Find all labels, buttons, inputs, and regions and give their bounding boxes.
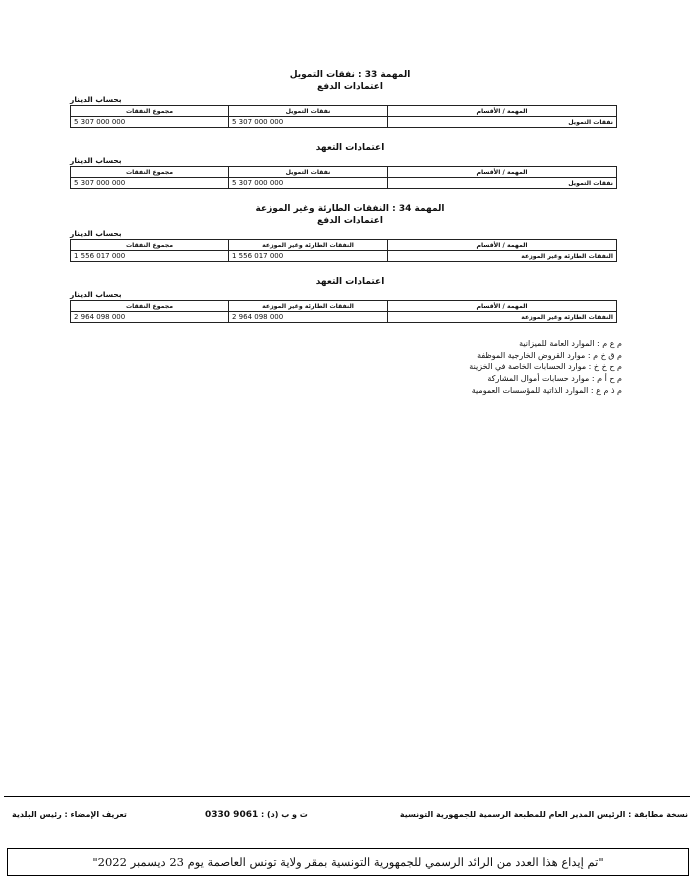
unit-label: بحساب الدينار xyxy=(70,229,122,238)
header-cell: المهمة / الأقسام xyxy=(388,301,617,312)
abbreviations-legend xyxy=(0,338,622,397)
signature-label: تعريف الإمضاء : رئيس البلدية xyxy=(12,810,127,819)
mission-34-payment-table xyxy=(70,239,617,262)
table-header-row xyxy=(71,240,617,251)
table-row xyxy=(71,178,617,189)
row-label: النفقات الطارئة وغير الموزعة xyxy=(388,251,617,262)
table-row xyxy=(71,117,617,128)
row-total: 1 556 017 000 xyxy=(71,251,229,262)
footer-divider xyxy=(4,796,690,797)
row-value: 2 964 098 000 xyxy=(229,312,388,323)
row-value: 1 556 017 000 xyxy=(229,251,388,262)
mission-33-commitment-subtitle: اعتمادات التعهد xyxy=(315,143,385,153)
certified-copy-label: نسخة مطابقة : الرئيس المدير العام للمطبعة الرسمية للجمهورية التونسية xyxy=(399,810,688,819)
mission-33-payment-table xyxy=(70,105,617,128)
legend-item: م ح أ م : موارد حسابات أموال المشاركة xyxy=(487,374,622,384)
header-cell: مجموع النفقات xyxy=(71,106,229,117)
legend-item: م ق خ م : موارد القروض الخارجية الموظفة xyxy=(477,350,622,360)
deposit-notice: "تم إيداع هذا العدد من الرائد الرسمي للجمهورية التونسية بمقر ولاية تونس العاصمة يوم 23 ديسمبر 2022" xyxy=(7,848,689,876)
table-row xyxy=(71,251,617,262)
tva-label: ت و ب (د) : xyxy=(261,810,308,819)
legend-item: م ح خ خ : موارد الحسابات الخاصة في الخزينة xyxy=(469,362,622,372)
header-cell: المهمة / الأقسام xyxy=(388,106,617,117)
tva-registration xyxy=(205,810,308,820)
row-total: 5 307 000 000 xyxy=(71,178,229,189)
table-row xyxy=(71,312,617,323)
mission-34-commitment-table xyxy=(70,300,617,323)
header-cell: مجموع النفقات xyxy=(71,167,229,178)
header-cell: النفقات الطارئة وغير الموزعة xyxy=(229,240,388,251)
table-header-row xyxy=(71,167,617,178)
unit-label: بحساب الدينار xyxy=(70,290,122,299)
table-header-row xyxy=(71,106,617,117)
row-label: نفقات التمويل xyxy=(388,117,617,128)
mission-33-title: المهمة 33 : نفقات التمويل xyxy=(289,70,411,80)
row-value: 5 307 000 000 xyxy=(229,178,388,189)
row-total: 5 307 000 000 xyxy=(71,117,229,128)
header-cell: المهمة / الأقسام xyxy=(388,240,617,251)
row-total: 2 964 098 000 xyxy=(71,312,229,323)
row-label: النفقات الطارئة وغير الموزعة xyxy=(388,312,617,323)
header-cell: النفقات الطارئة وغير الموزعة xyxy=(229,301,388,312)
unit-label: بحساب الدينار xyxy=(70,156,122,165)
mission-34-commitment-subtitle: اعتمادات التعهد xyxy=(315,277,385,287)
mission-33-commitment-table xyxy=(70,166,617,189)
mission-34-payment-subtitle: اعتمادات الدفع xyxy=(317,216,383,226)
header-cell: نفقات التمويل xyxy=(229,106,388,117)
mission-33-payment-subtitle: اعتمادات الدفع xyxy=(317,82,383,92)
tva-number: 0330 9061 xyxy=(205,810,259,820)
row-label: نفقات التمويل xyxy=(388,178,617,189)
legend-item: م ع م : الموارد العامة للميزانية xyxy=(519,339,622,348)
mission-34-title: المهمة 34 : النفقات الطارئة وغير الموزعة xyxy=(255,204,445,214)
row-value: 5 307 000 000 xyxy=(229,117,388,128)
header-cell: المهمة / الأقسام xyxy=(388,167,617,178)
header-cell: مجموع النفقات xyxy=(71,240,229,251)
table-header-row xyxy=(71,301,617,312)
header-cell: مجموع النفقات xyxy=(71,301,229,312)
legend-item: م ذ م ع : الموارد الذاتية للمؤسسات العمومية xyxy=(471,385,622,395)
header-cell: نفقات التمويل xyxy=(229,167,388,178)
unit-label: بحساب الدينار xyxy=(70,95,122,104)
